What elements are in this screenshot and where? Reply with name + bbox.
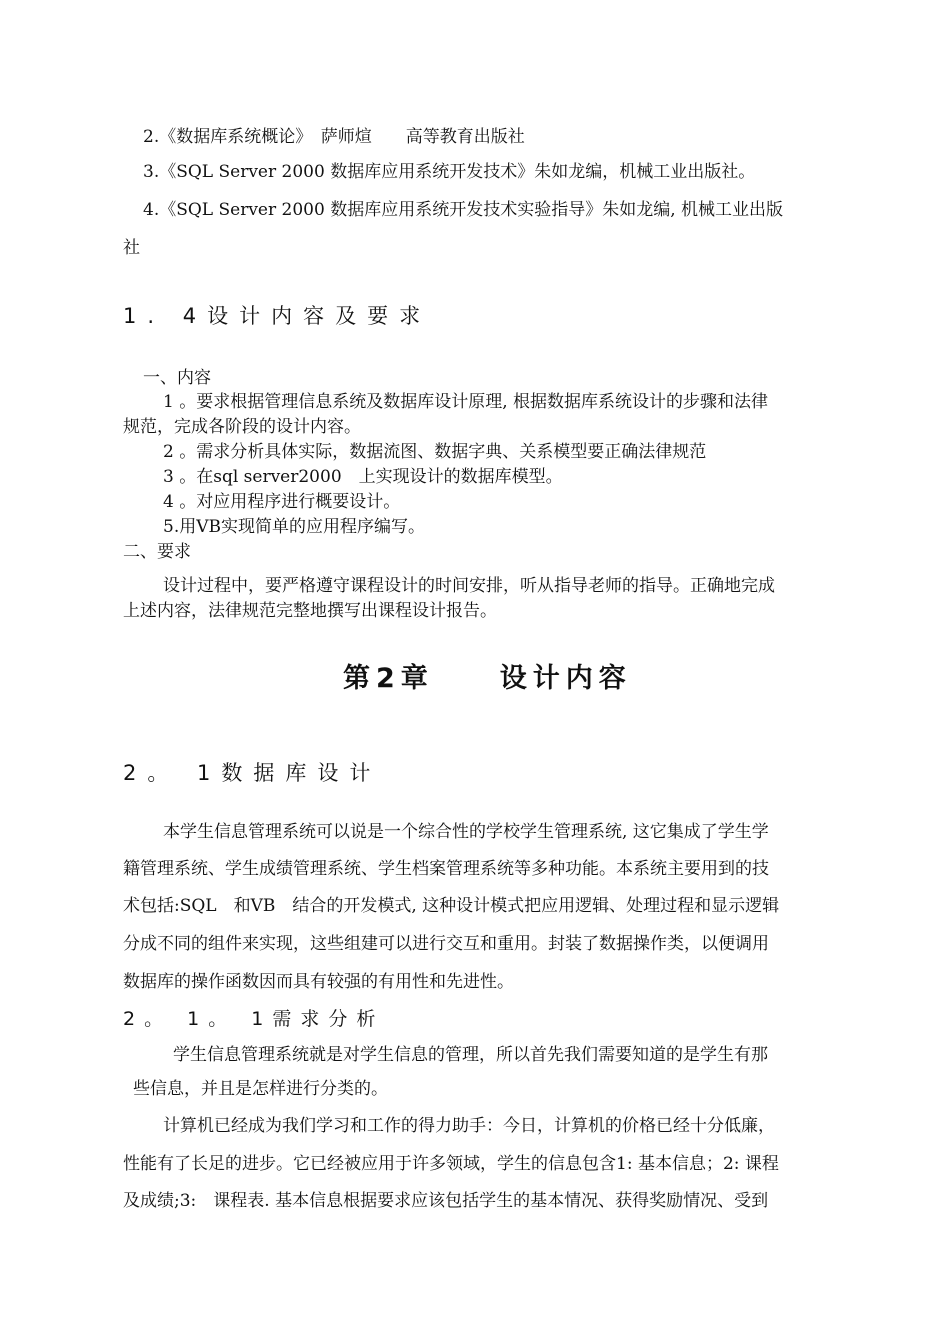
section-heading-1-4: 1. 4设计内容及要求 — [123, 304, 432, 328]
paragraph-line: 分成不同的组件来实现，这些组建可以进行交互和重用。封装了数据操作类，以便调用 — [123, 934, 769, 954]
content-item: 3 。在sql server2000 上实现设计的数据库模型。 — [163, 467, 563, 487]
paragraph-line: 些信息，并且是怎样进行分类的。 — [133, 1079, 388, 1099]
content-item-continuation: 规范，完成各阶段的设计内容。 — [123, 417, 361, 437]
requirement-text-continuation: 上述内容，法律规范完整地撰写出课程设计报告。 — [123, 601, 497, 621]
chapter-title: 第2章 设计内容 — [343, 663, 632, 694]
paragraph-line: 籍管理系统、学生成绩管理系统、学生档案管理系统等多种功能。本系统主要用到的技 — [123, 859, 769, 879]
content-item: 2 。需求分析具体实际，数据流图、数据字典、关系模型要正确法律规范 — [163, 442, 707, 462]
content-item: 5.用VB实现简单的应用程序编写。 — [163, 517, 425, 537]
content-item: 1 。要求根据管理信息系统及数据库设计原理, 根据数据库系统设计的步骤和法律 — [163, 392, 769, 412]
reference-item: 2.《数据库系统概论》 萨师煊 高等教育出版社 — [143, 127, 525, 147]
requirement-text: 设计过程中，要严格遵守课程设计的时间安排，听从指导老师的指导。正确地完成 — [163, 576, 775, 596]
reference-item: 4.《SQL Server 2000 数据库应用系统开发技术实验指导》朱如龙编, 机械工业出版 — [143, 200, 783, 220]
paragraph-line: 计算机已经成为我们学习和工作的得力助手：今日，计算机的价格已经十分低廉， — [163, 1116, 775, 1136]
content-label: 一、内容 — [143, 368, 211, 388]
requirement-label: 二、要求 — [123, 542, 191, 562]
content-item: 4 。对应用程序进行概要设计。 — [163, 492, 401, 512]
paragraph-line: 数据库的操作函数因而具有较强的有用性和先进性。 — [123, 972, 514, 992]
reference-item-continuation: 社 — [123, 238, 140, 258]
paragraph-line: 及成绩;3: 课程表. 基本信息根据要求应该包括学生的基本情况、获得奖励情况、受到 — [123, 1191, 769, 1211]
section-heading-2-1-1: 2。 1。 1需求分析 — [123, 1008, 385, 1030]
paragraph-line: 性能有了长足的进步。它已经被应用于许多领域，学生的信息包含1: 基本信息；2: 课程 — [123, 1154, 779, 1174]
reference-item: 3.《SQL Server 2000 数据库应用系统开发技术》朱如龙编，机械工业出版社。 — [143, 162, 756, 182]
paragraph-line: 本学生信息管理系统可以说是一个综合性的学校学生管理系统, 这它集成了学生学 — [163, 822, 769, 842]
paragraph-line: 术包括:SQL 和VB 结合的开发模式, 这种设计模式把应用逻辑、处理过程和显示逻辑 — [123, 896, 780, 916]
section-heading-2-1: 2。 1数据库设计 — [123, 761, 382, 785]
paragraph-line: 学生信息管理系统就是对学生信息的管理，所以首先我们需要知道的是学生有那 — [173, 1045, 768, 1065]
